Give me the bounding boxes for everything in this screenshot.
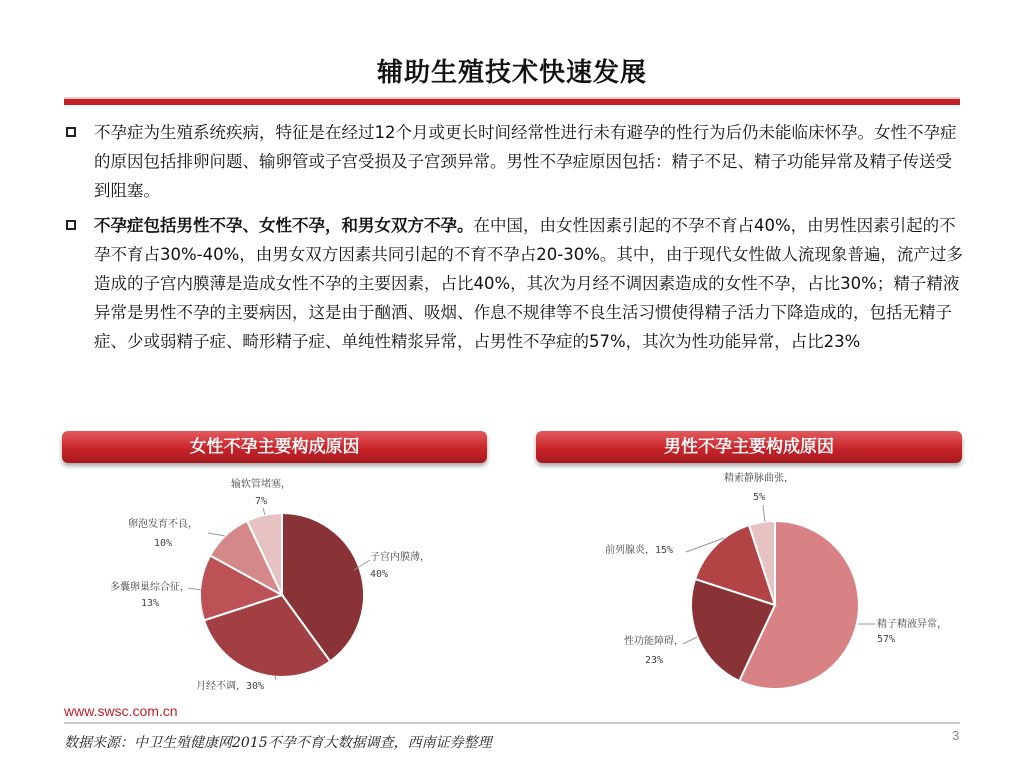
slice-category-label: 精索静脉曲张， xyxy=(724,473,794,484)
slice-category-label: 精子精液异常， xyxy=(877,619,947,630)
page-number: 3 xyxy=(952,728,960,743)
slice-value-label: 7% xyxy=(254,496,268,507)
bullet-2-text: 在中国，由女性因素引起的不孕不育占40%，由男性因素引起的不孕不育占30%-40%，由男女双方因素共同引起的不育不孕占20-30%。其中，由于现代女性做人流现象普遍，流产过多造成的子宫内膜薄是造成女性不孕的主要因素，占比40%，其次为月经不调因素造成的女性不孕，占比30%；精子精液异常是男性不孕的主要病因，这是由于酗酒、吸烟、作息不规律等不良生活习惯使得精子活力下降造成的，包括无精子症、少或弱精子症、畸形精子症、单纯性精浆异常，占男性不孕症的57%，其次为性功能异常，占比23% xyxy=(94,216,963,351)
leader-line xyxy=(208,533,225,536)
page-title: 辅助生殖技术快速发展 xyxy=(376,58,647,88)
slice-category-label: 卵泡发育不良， xyxy=(128,519,198,530)
slice-category-label: 子宫内膜薄， xyxy=(370,552,430,563)
male-pie xyxy=(605,471,947,689)
slice-value-label: 57% xyxy=(877,634,896,645)
leader-line xyxy=(763,505,765,522)
slice-category-label: 输软管堵塞， xyxy=(231,479,291,490)
slice-value-label: 13% xyxy=(140,598,160,609)
bullet-2-bold: 不孕症包括男性不孕、女性不孕，和男女双方不孕。 xyxy=(94,216,474,235)
leader-line xyxy=(683,637,697,644)
slice-category-label: 多囊卵巢综合征， xyxy=(110,582,190,593)
bullet-1-text: 不孕症为生殖系统疾病，特征是在经过12个月或更长时间经常性进行未有避孕的性行为后仍未能临床怀孕。女性不孕症的原因包括排卵问题、输卵管或子宫受损及子宫颈异常。男性不孕症原因包括：精子不足、精子功能异常及精子传送受到阻塞。 xyxy=(94,123,957,200)
female-chart-title: 女性不孕主要构成原因 xyxy=(62,431,487,463)
slice-value-label: 23% xyxy=(644,655,664,666)
data-source: 数据来源：中卫生殖健康网2015不孕不育大数据调查，西南证券整理 xyxy=(64,735,492,751)
slice-value-label: 40% xyxy=(370,569,389,580)
slice-value-label: 10% xyxy=(153,538,173,549)
female-pie xyxy=(110,477,430,692)
slice-category-label: 前列腺炎，15% xyxy=(605,545,674,556)
male-chart-title: 男性不孕主要构成原因 xyxy=(536,431,962,463)
footer-divider xyxy=(64,722,960,724)
slice-category-label: 月经不调，30% xyxy=(196,681,265,692)
slice-value-label: 5% xyxy=(752,492,766,503)
footer-url: www.swsc.com.cn xyxy=(64,703,178,719)
slice-category-label: 性功能障碍， xyxy=(624,636,684,647)
